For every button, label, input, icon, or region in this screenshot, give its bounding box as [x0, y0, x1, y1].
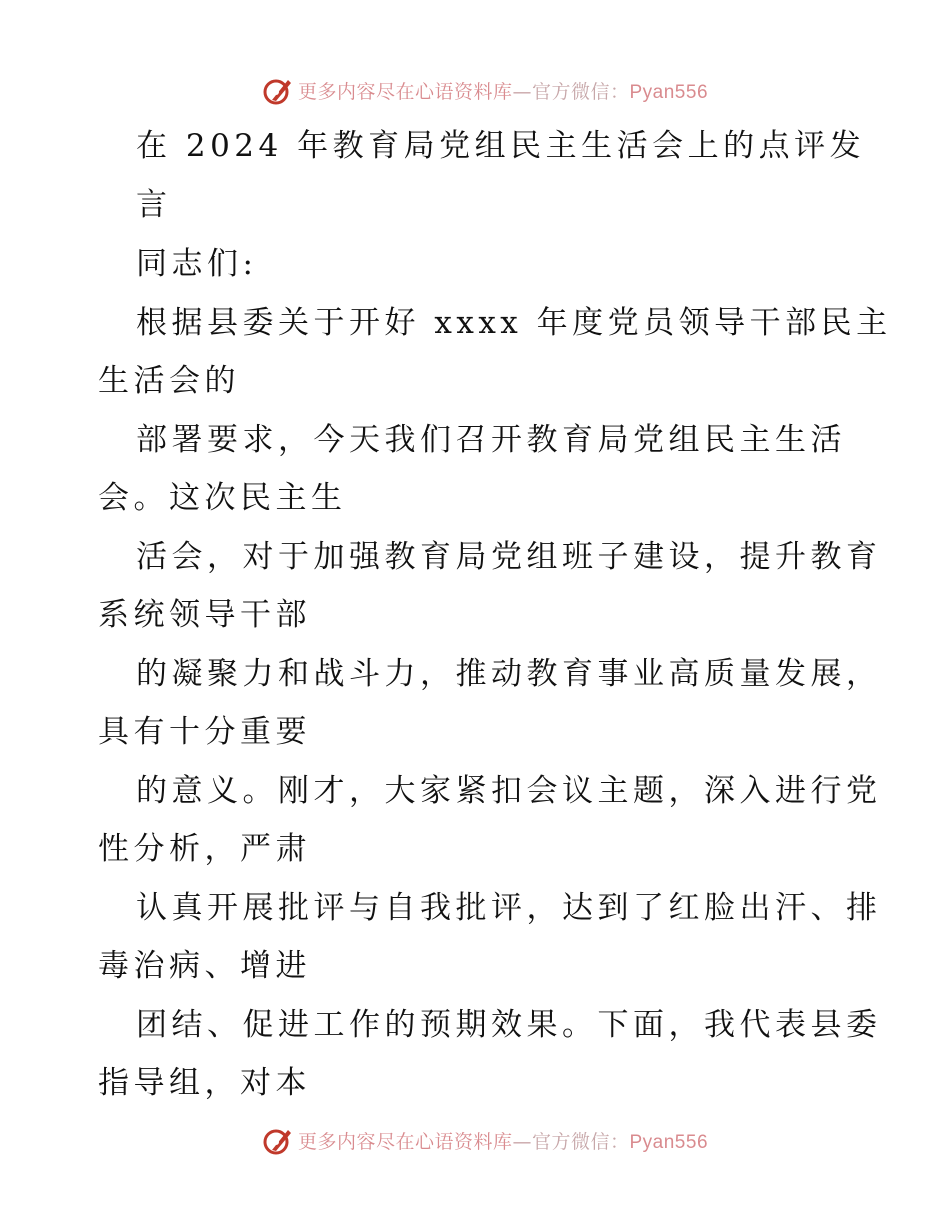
banner-wechat-id: Pyan556: [629, 1131, 709, 1153]
paragraph-line: 会。这次民主生: [98, 480, 347, 516]
paragraph-line: 活会，对于加强教育局党组班子建设，提升教育: [136, 539, 882, 575]
paragraph-line: 毒治病、增进: [98, 948, 311, 984]
paragraph-line: 团结、促进工作的预期效果。下面，我代表县委: [136, 1007, 882, 1043]
banner-dash: —: [512, 80, 532, 103]
paragraph-line: 的意义。刚才，大家紧扣会议主题，深入进行党: [136, 773, 882, 809]
title-line-1: 在 2024 年教育局党组民主生活会上的点评发: [136, 128, 866, 164]
banner-main-text: 更多内容尽在心语资料库: [297, 80, 513, 103]
banner-dash: —: [512, 1130, 532, 1153]
footer-banner: [0, 1120, 950, 1160]
quill-logo-icon: [262, 1124, 294, 1156]
header-banner: [0, 70, 950, 110]
banner-wechat-label: 官方微信：: [531, 80, 630, 103]
paragraph-line: 指导组，对本: [98, 1065, 311, 1101]
paragraph-line: 性分析，严肃: [98, 831, 311, 867]
banner-main-text: 更多内容尽在心语资料库: [297, 1130, 513, 1153]
paragraph-line: 认真开展批评与自我批评，达到了红脸出汗、排: [136, 890, 882, 926]
paragraph-line: 具有十分重要: [98, 714, 311, 750]
banner-text: [298, 1127, 708, 1154]
quill-logo-icon: [262, 74, 294, 106]
title-line-2: 言: [136, 187, 172, 223]
paragraph-line: 部署要求，今天我们召开教育局党组民主生活: [136, 422, 846, 458]
paragraph-line: 根据县委关于开好 xxxx 年度党员领导干部民主: [136, 305, 892, 341]
banner-text: [298, 77, 708, 104]
salutation: 同志们:: [136, 246, 258, 282]
paragraph-line: 的凝聚力和战斗力，推动教育事业高质量发展，: [136, 656, 882, 692]
paragraph-line: 系统领导干部: [98, 597, 311, 633]
banner-wechat-label: 官方微信：: [531, 1130, 630, 1153]
paragraph-line: 生活会的: [98, 363, 240, 399]
banner-wechat-id: Pyan556: [629, 81, 709, 103]
